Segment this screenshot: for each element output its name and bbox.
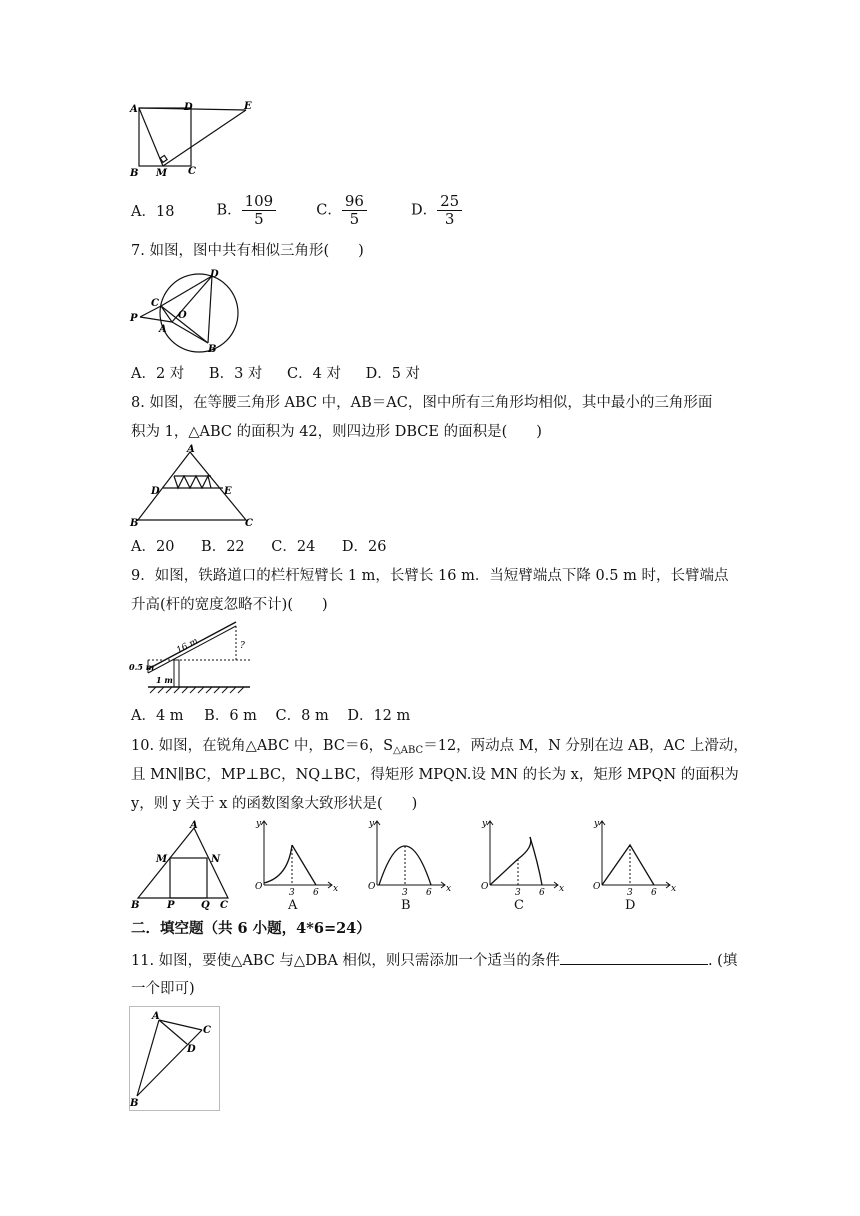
q7-options	[131, 362, 420, 383]
q9-option-b[interactable]: B．6 m	[204, 708, 257, 724]
q11-question-line1: 11. 如图，要使△ABC 与△DBA 相似，则只需添加一个适当的条件 . (填	[131, 950, 737, 971]
q6-label-e: E	[244, 101, 252, 112]
q11-answer-blank[interactable]	[560, 950, 708, 965]
q7-option-b[interactable]: B．3 对	[208, 366, 263, 382]
q6-label-a: A	[130, 104, 138, 115]
svg-text:3: 3	[289, 888, 295, 895]
q6-label-c: C	[188, 166, 196, 177]
q7-figure	[128, 268, 248, 354]
svg-text:O: O	[368, 882, 376, 892]
q7-label-d: D	[210, 269, 219, 280]
q7-question: 7. 如图，图中共有相似三角形( )	[131, 243, 364, 259]
q10-label-c: C	[220, 900, 228, 910]
q8-options	[131, 535, 387, 556]
q10-label-a: A	[190, 820, 198, 831]
q7-circle	[160, 274, 238, 352]
q8-figure	[128, 444, 258, 530]
q10-label-n: N	[211, 854, 221, 865]
q8-label-b: B	[130, 518, 139, 529]
q6-label-d: D	[184, 102, 193, 113]
q7-line-ab	[172, 322, 208, 343]
q11-label-b: B	[130, 1098, 139, 1109]
q10-graph-label-b: B	[401, 898, 411, 913]
q10-graph-b[interactable]	[365, 815, 455, 895]
svg-text:y: y	[482, 819, 488, 829]
q11-label-c: C	[203, 1025, 211, 1036]
q9-option-c[interactable]: C．8 m	[275, 708, 329, 724]
q10-label-p: P	[167, 900, 175, 910]
svg-text:y: y	[369, 819, 375, 829]
q9-ground-hatch	[150, 687, 244, 693]
svg-text:3: 3	[627, 888, 633, 895]
q8-option-a[interactable]: A．20	[131, 539, 175, 555]
svg-text:x: x	[671, 884, 677, 894]
svg-text:6: 6	[539, 888, 545, 895]
q10-graph-c[interactable]	[478, 815, 568, 895]
q10-question-line1: 10. 如图，在锐角△ABC 中，BC＝6，$S_{\triangle ABC}=12$，两动点 M，N 分别在边 AB，AC 上滑动，	[131, 738, 748, 756]
q7-line-db	[208, 276, 212, 343]
q10-label-m: M	[156, 854, 168, 865]
q7-label-a: A	[159, 324, 167, 335]
q10-graph-label-a: A	[288, 898, 298, 913]
q10-graph-d[interactable]	[590, 815, 680, 895]
svg-text:6: 6	[651, 888, 657, 895]
q6-option-d[interactable]: D． $\frac{25}{3}$	[411, 193, 462, 228]
q9-label-short: 1 m	[156, 675, 173, 685]
q6-line-me	[163, 110, 246, 166]
svg-text:3: 3	[515, 888, 521, 895]
q6-option-a[interactable]: A．18	[131, 203, 175, 220]
svg-text:6: 6	[313, 888, 319, 895]
q6-option-c[interactable]: C． $\frac{96}{5}$	[316, 193, 367, 228]
q10-graph-label-c: C	[514, 898, 524, 913]
svg-text:x: x	[333, 884, 339, 894]
q8-option-b[interactable]: B．22	[201, 539, 245, 555]
svg-text:O: O	[481, 882, 489, 892]
q9-question-line2: 升高(杆的宽度忽略不计)( )	[131, 597, 328, 613]
svg-text:y: y	[594, 819, 600, 829]
q6-label-b: B	[130, 168, 139, 179]
q9-post	[174, 660, 179, 687]
svg-text:x: x	[446, 884, 452, 894]
q11-label-a: A	[152, 1011, 160, 1022]
q6-option-b[interactable]: B． $\frac{109}{5}$	[216, 193, 276, 228]
q9-question-line1: 9．如图，铁路道口的栏杆短臂长 1 m，长臂长 16 m．当短臂端点下降 0.5 m 时，长臂端点	[131, 568, 729, 584]
q6-options	[131, 188, 462, 232]
svg-text:y: y	[256, 819, 262, 829]
q6-figure	[128, 100, 256, 180]
q10-question-line3: y，则 y 关于 x 的函数图象大致形状是( )	[131, 796, 418, 812]
q7-label-o: O	[178, 310, 187, 321]
q6-line-am	[139, 108, 163, 166]
q11-question-line2: 一个即可)	[131, 981, 195, 997]
q8-label-c: C	[245, 518, 253, 529]
q9-figure	[128, 618, 258, 698]
section-heading-fill-in: 二．填空题（共 6 小题，4*6=24）	[131, 920, 371, 937]
q8-option-d[interactable]: D．26	[341, 539, 387, 555]
q10-label-b: B	[131, 900, 140, 910]
q7-label-b: B	[208, 344, 217, 354]
q11-figure	[129, 1006, 221, 1112]
q7-line-cd	[161, 276, 212, 306]
q6-label-m: M	[156, 168, 168, 179]
svg-text:O: O	[255, 882, 263, 892]
q8-option-c[interactable]: C．24	[271, 539, 316, 555]
q8-label-d: D	[151, 486, 160, 497]
q8-label-a: A	[187, 444, 195, 455]
q10-graph-a[interactable]	[252, 815, 342, 895]
q10-rectangle-mpqn	[170, 858, 207, 898]
q8-zigzag	[174, 476, 211, 488]
q8-question-line1: 8. 如图，在等腰三角形 ABC 中，AB＝AC，图中所有三角形均相似，其中最小的三角形面	[131, 395, 713, 411]
svg-text:O: O	[593, 882, 601, 892]
q9-option-d[interactable]: D．12 m	[347, 708, 411, 724]
svg-text:x: x	[559, 884, 565, 894]
q7-option-a[interactable]: A．2 对	[131, 366, 185, 382]
q9-options	[131, 704, 410, 725]
q10-label-q: Q	[201, 900, 210, 910]
q9-label-question: ?	[240, 641, 245, 651]
q7-label-p: P	[130, 313, 138, 324]
q9-label-drop: 0.5 m	[129, 662, 155, 672]
svg-text:6: 6	[426, 888, 432, 895]
q9-label-long: 16 m	[175, 636, 200, 657]
q8-label-e: E	[224, 486, 232, 497]
svg-text:3: 3	[402, 888, 408, 895]
q10-graph-label-d: D	[625, 898, 636, 913]
q11-label-d: D	[187, 1044, 196, 1055]
q10-triangle-figure	[128, 820, 238, 910]
q8-question-line2: 积为 1，△ABC 的面积为 42，则四边形 DBCE 的面积是( )	[131, 424, 542, 440]
q7-option-c[interactable]: C．4 对	[287, 366, 341, 382]
q9-option-a[interactable]: A．4 m	[131, 708, 184, 724]
q10-question-line2: 且 MN∥BC，MP⊥BC，NQ⊥BC，得矩形 MPQN.设 MN 的长为 x，矩形 MPQN 的面积为	[131, 767, 739, 783]
q7-line-pa	[140, 317, 172, 322]
q7-label-c: C	[151, 298, 159, 309]
q7-option-d[interactable]: D．5 对	[365, 366, 421, 382]
